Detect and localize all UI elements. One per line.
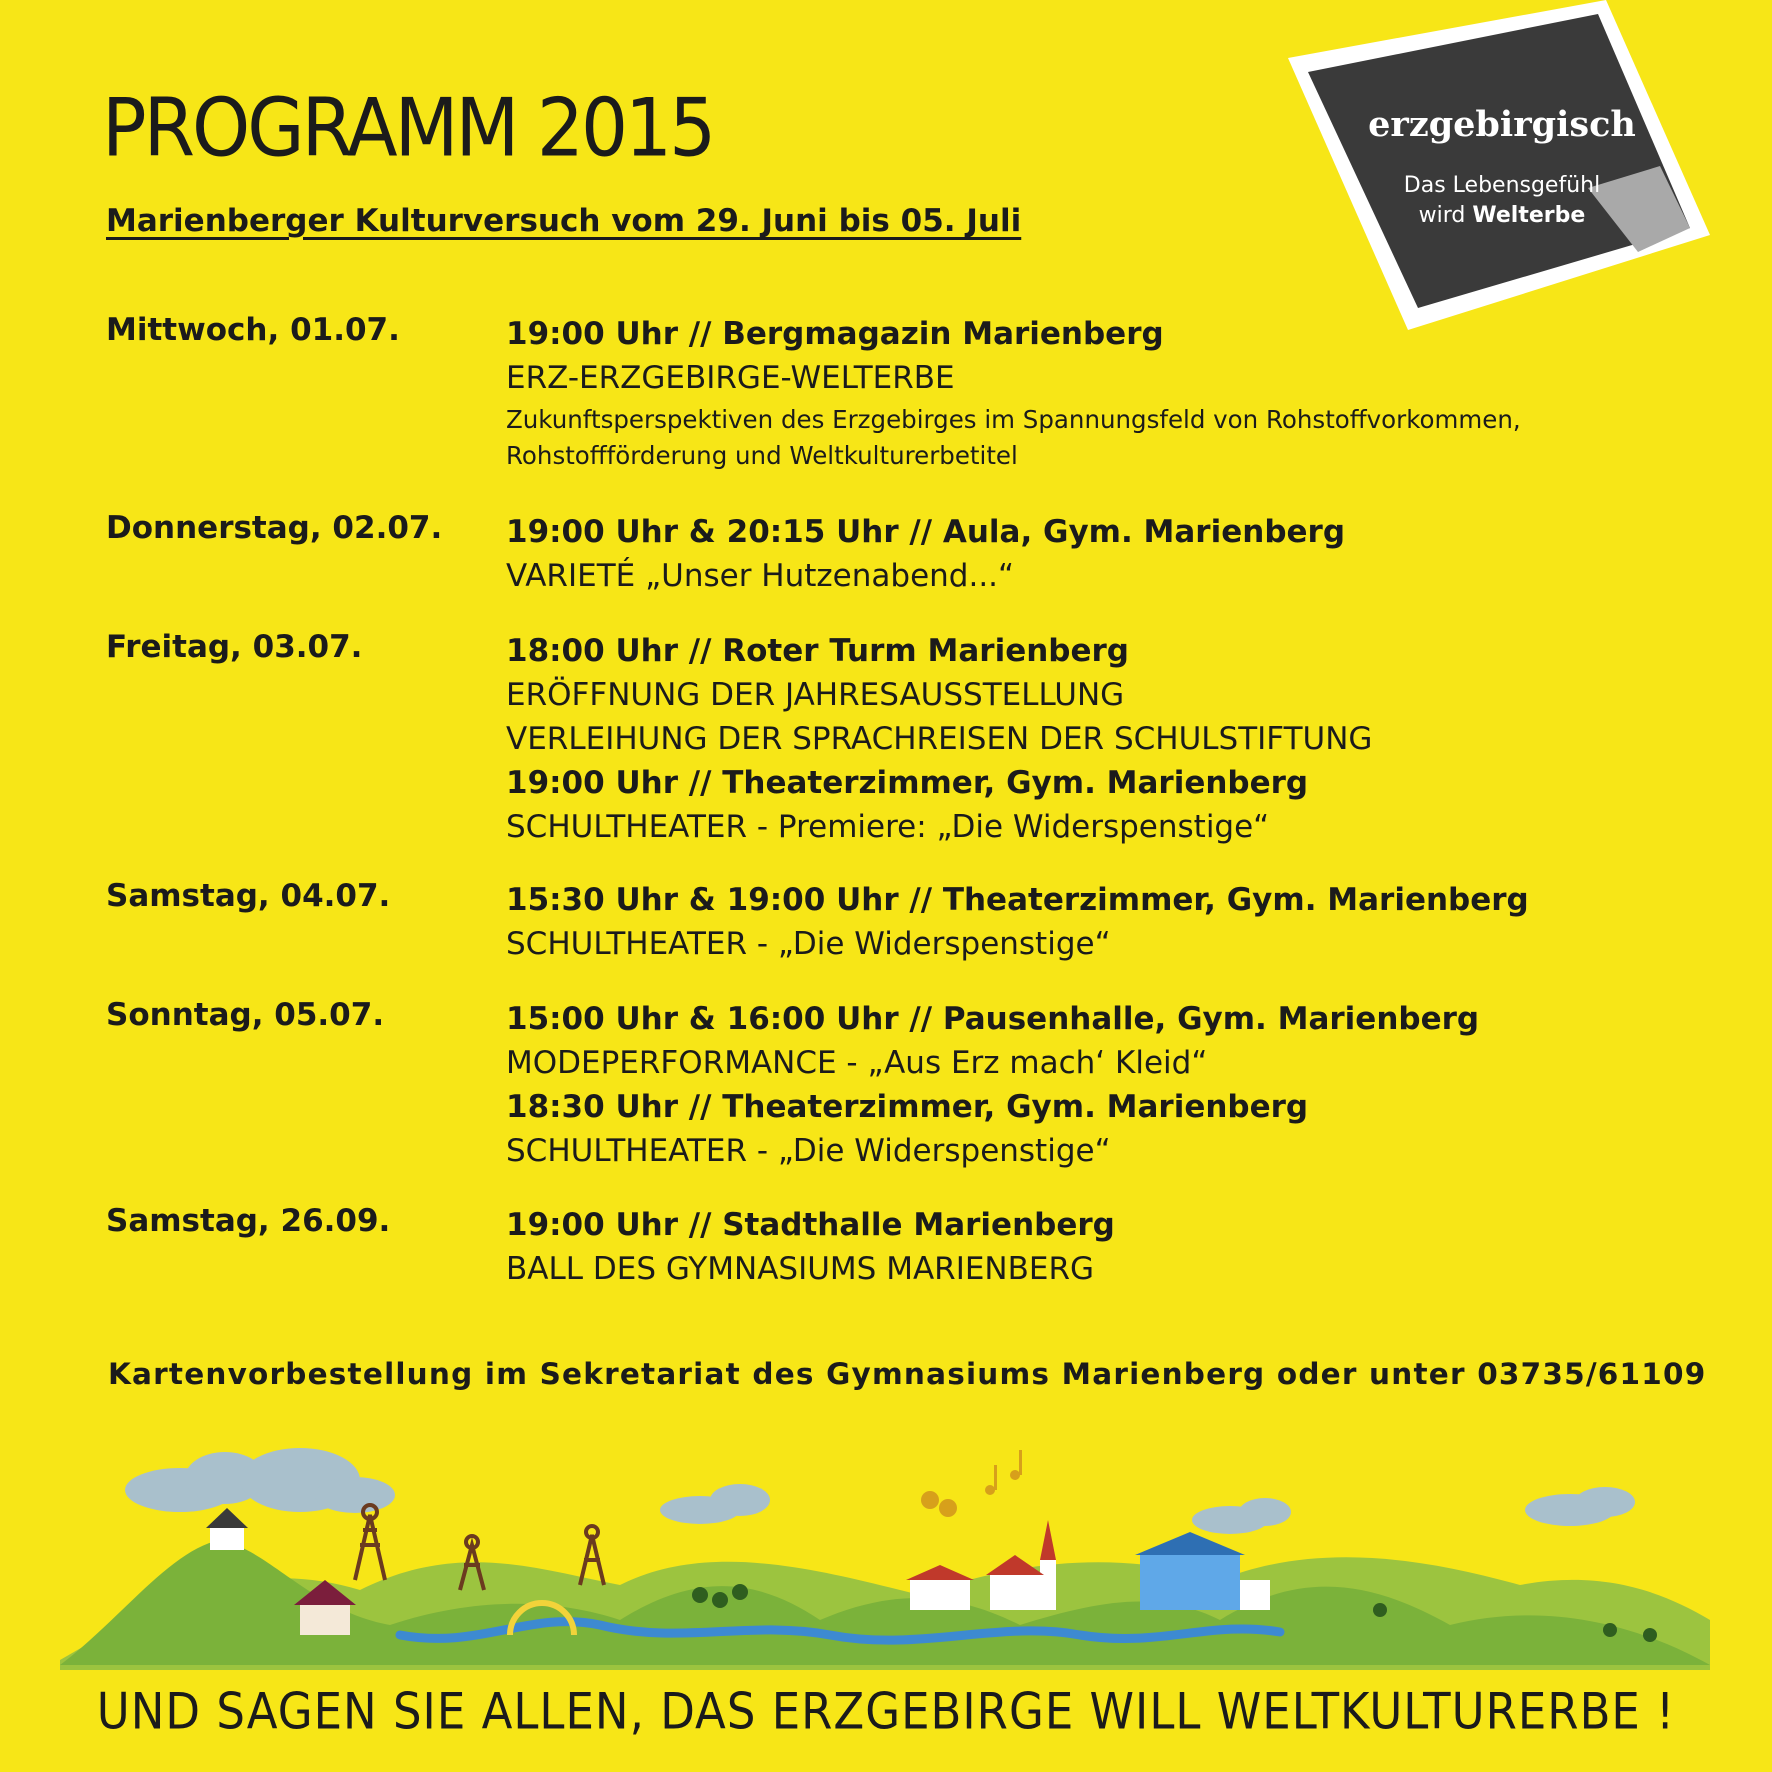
music-notes-icon — [985, 1450, 1022, 1495]
event-title: VERLEIHUNG DER SPRACHREISEN DER SCHULSTIFTUNG — [506, 721, 1373, 757]
schedule-events — [506, 510, 1666, 598]
logo-tagline-2-prefix: wird — [1418, 203, 1473, 228]
event-title: SCHULTHEATER - Premiere: „Die Widerspenstige“ — [506, 809, 1270, 845]
schedule-day: Mittwoch, 01.07. — [106, 312, 400, 348]
logo-tagline-2 — [1419, 203, 1586, 228]
event-time-venue: 15:30 Uhr & 19:00 Uhr // Theaterzimmer, Gym. Marienberg — [506, 882, 1529, 918]
schedule-day: Freitag, 03.07. — [106, 629, 363, 665]
mine-headframe-icon — [580, 1526, 604, 1585]
schedule-events — [506, 1203, 1666, 1291]
event-title: VARIETÉ „Unser Hutzenabend...“ — [506, 558, 1015, 594]
house-icon — [206, 1508, 248, 1550]
schedule-events — [506, 997, 1666, 1173]
logo-tagline-2-bold: Welterbe — [1472, 203, 1586, 228]
event-title: SCHULTHEATER - „Die Widerspenstige“ — [506, 926, 1111, 962]
cloud-icon — [125, 1448, 395, 1513]
cloud-icon — [660, 1484, 770, 1524]
schedule-events — [506, 312, 1666, 474]
theatre-masks-icon — [921, 1491, 957, 1517]
event-title: BALL DES GYMNASIUMS MARIENBERG — [506, 1251, 1095, 1287]
schedule-day: Samstag, 04.07. — [106, 878, 391, 914]
event-time-venue: 19:00 Uhr // Bergmagazin Marienberg — [506, 316, 1164, 352]
event-time-venue: 19:00 Uhr // Stadthalle Marienberg — [506, 1207, 1115, 1243]
event-time-venue: 19:00 Uhr & 20:15 Uhr // Aula, Gym. Marienberg — [506, 514, 1346, 550]
event-title: SCHULTHEATER - „Die Widerspenstige“ — [506, 1133, 1111, 1169]
event-title: ERZ-ERZGEBIRGE-WELTERBE — [506, 360, 955, 396]
schedule-events — [506, 629, 1666, 849]
cloud-icon — [1525, 1487, 1635, 1526]
town-buildings-icon — [906, 1565, 974, 1610]
mine-headframe-icon — [355, 1505, 385, 1580]
logo-tagline-1: Das Lebensgefühl — [1403, 173, 1601, 198]
schedule-day: Samstag, 26.09. — [106, 1203, 391, 1239]
ticket-info: Kartenvorbestellung im Sekretariat des Gymnasiums Marienberg oder unter 03735/61109 — [108, 1357, 1707, 1391]
event-time-venue: 19:00 Uhr // Theaterzimmer, Gym. Marienberg — [506, 765, 1309, 801]
landscape-illustration — [60, 1420, 1710, 1670]
schedule-day: Donnerstag, 02.07. — [106, 510, 443, 546]
event-title: MODEPERFORMANCE - „Aus Erz mach‘ Kleid“ — [506, 1045, 1208, 1081]
schedule-events — [506, 878, 1666, 966]
event-time-venue: 15:00 Uhr & 16:00 Uhr // Pausenhalle, Gym. Marienberg — [506, 1001, 1480, 1037]
page-title: PROGRAMM 2015 — [102, 82, 714, 175]
event-title: ERÖFFNUNG DER JAHRESAUSSTELLUNG — [506, 677, 1125, 713]
church-icon — [986, 1520, 1056, 1610]
event-time-venue: 18:30 Uhr // Theaterzimmer, Gym. Marienberg — [506, 1089, 1309, 1125]
event-description: Rohstoffförderung und Weltkulturerbetitel — [506, 441, 1018, 470]
page-subtitle: Marienberger Kulturversuch vom 29. Juni bis 05. Juli — [106, 203, 1022, 239]
cloud-icon — [1192, 1498, 1291, 1534]
schedule-day: Sonntag, 05.07. — [106, 997, 385, 1033]
event-description: Zukunftsperspektiven des Erzgebirges im Spannungsfeld von Rohstoffvorkommen, — [506, 405, 1521, 434]
event-time-venue: 18:00 Uhr // Roter Turm Marienberg — [506, 633, 1129, 669]
slogan: UND SAGEN SIE ALLEN, DAS ERZGEBIRGE WILL WELTKULTURERBE ! — [96, 1682, 1676, 1741]
logo-brand: erzgebirgisch — [1368, 104, 1636, 145]
